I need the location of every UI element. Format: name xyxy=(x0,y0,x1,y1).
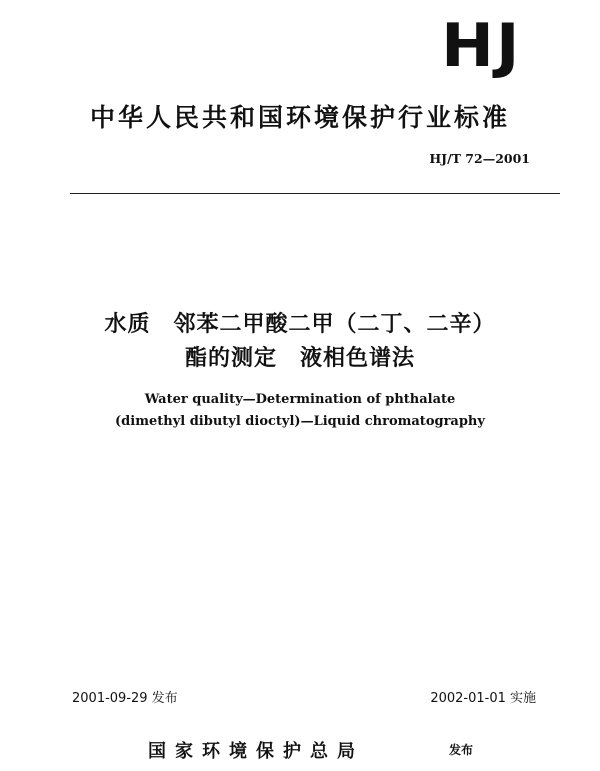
english-title-line-2: (dimethyl dibutyl dioctyl)—Liquid chromatography xyxy=(115,414,485,429)
hj-logo: HJ xyxy=(441,11,522,81)
standard-number: HJ/T 72—2001 xyxy=(429,151,530,166)
publisher-name: 国家环境保护总局 xyxy=(148,741,364,762)
publisher-suffix: 发布 xyxy=(449,743,474,757)
chinese-title-line-2: 酯的测定 液相色谱法 xyxy=(184,346,415,371)
implementation-date: 2002-01-01 实施 xyxy=(430,691,536,706)
chinese-title-line-1: 水质 邻苯二甲酸二甲（二丁、二辛） xyxy=(104,312,496,337)
header-divider xyxy=(70,193,560,194)
standard-series-title: 中华人民共和国环境保护行业标准 xyxy=(89,103,510,132)
english-title-line-1: Water quality—Determination of phthalate xyxy=(144,392,456,407)
issue-date: 2001-09-29 发布 xyxy=(72,691,178,706)
